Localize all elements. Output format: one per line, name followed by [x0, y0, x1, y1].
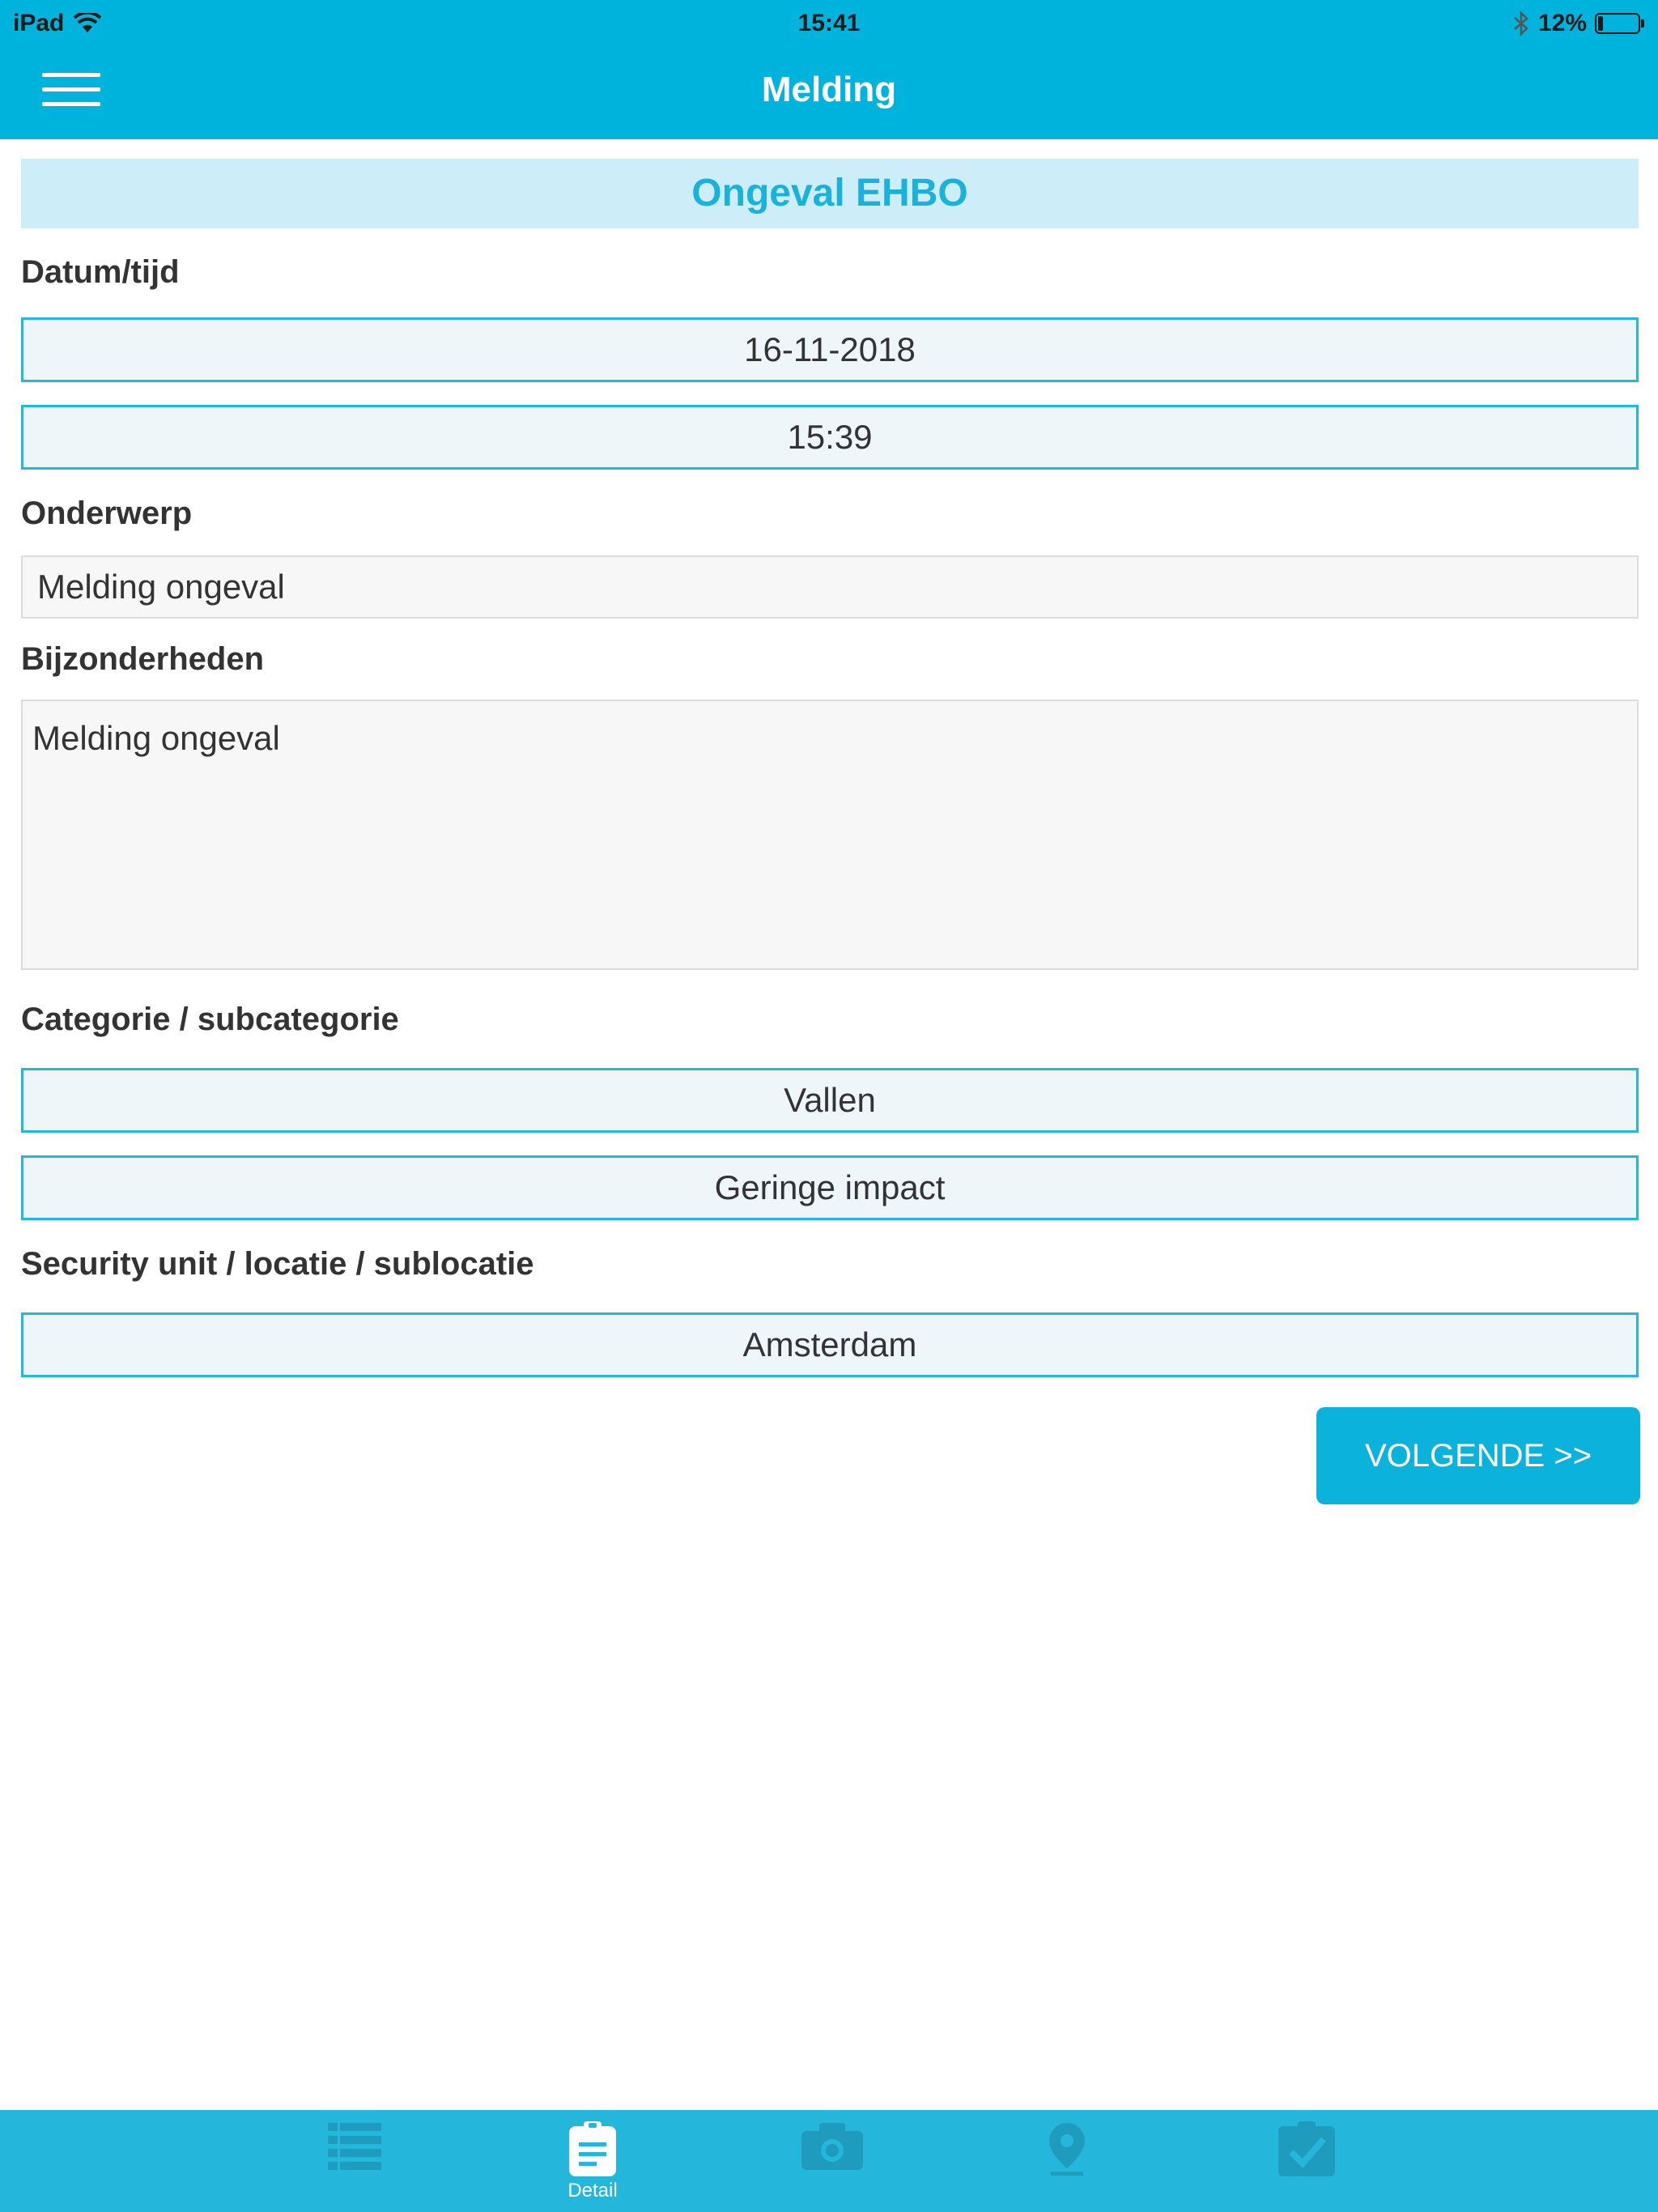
category-picker[interactable]: Vallen: [21, 1068, 1639, 1133]
nav-bar: [0, 49, 1658, 139]
next-button[interactable]: VOLGENDE >>: [1316, 1407, 1640, 1504]
tab-map[interactable]: [978, 2110, 1156, 2212]
subject-label: Onderwerp: [21, 496, 193, 531]
report-type-banner: Ongeval EHBO: [21, 159, 1639, 228]
camera-icon: [743, 2120, 921, 2172]
tab-photo[interactable]: [743, 2110, 921, 2212]
map-pin-icon: [978, 2120, 1156, 2178]
category-label: Categorie / subcategorie: [21, 1002, 399, 1037]
status-right: [1512, 10, 1645, 37]
tab-bar: [0, 2110, 1658, 2212]
status-time: 15:41: [797, 10, 861, 36]
details-textarea[interactable]: [21, 700, 1639, 970]
battery-percent: 12%: [1537, 10, 1587, 36]
date-picker[interactable]: 16-11-2018: [21, 317, 1639, 382]
subject-input[interactable]: [21, 555, 1639, 619]
tab-label: Detail: [568, 2180, 618, 2201]
battery-icon: [1595, 13, 1645, 34]
datetime-label: Datum/tijd: [21, 254, 180, 290]
clipboard-icon: [504, 2120, 682, 2178]
tab-submit[interactable]: [1218, 2110, 1396, 2212]
tab-detail[interactable]: [504, 2110, 682, 2212]
subcategory-picker[interactable]: Geringe impact: [21, 1155, 1639, 1220]
tab-list[interactable]: [266, 2110, 444, 2212]
list-icon: [266, 2120, 444, 2172]
details-label: Bijzonderheden: [21, 641, 265, 677]
device-name: iPad: [13, 10, 65, 36]
location-picker[interactable]: Amsterdam: [21, 1312, 1639, 1377]
location-label: Security unit / locatie / sublocatie: [21, 1246, 534, 1282]
bluetooth-icon: [1512, 11, 1530, 36]
time-picker[interactable]: 15:39: [21, 405, 1639, 470]
checkbox-icon: [1218, 2120, 1396, 2178]
form-content: [21, 159, 1639, 1377]
page-title: Melding: [761, 70, 897, 109]
status-bar: [0, 0, 1658, 49]
